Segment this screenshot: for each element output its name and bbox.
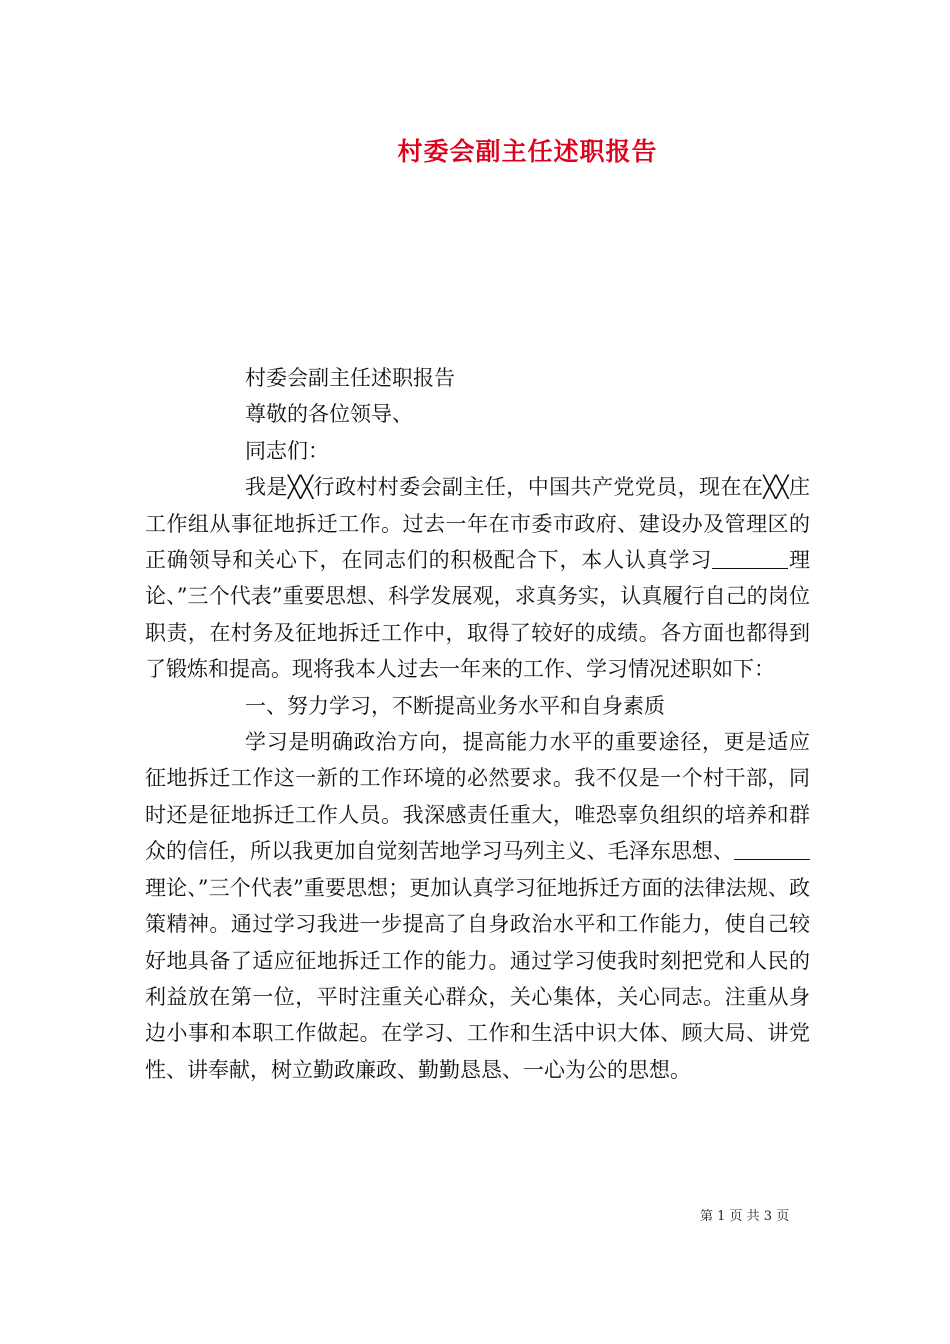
paragraph-2-part-a: 学习是明确政治方向，提高能力水平的重要途径，更是适应征地拆迁工作这一新的工作环境的必然要求。我不仅是一个村干部，同时还是征地拆迁工作人员。我深感责任重大，唯恐辜负组织的培养和群众的信任，所以我更加自觉刻苦地学习马列主义、毛泽东思想、	[145, 730, 810, 864]
page-footer: 第 1 页 共 3 页	[700, 1209, 790, 1224]
paragraph-1	[145, 469, 810, 687]
document-body	[145, 360, 810, 1088]
blank-underline	[712, 547, 788, 569]
paragraph-1-part-b: 理论、”三个代表”重要思想、科学发展观，求真务实，认真履行自己的岗位职责，在村务及征地拆迁工作中，取得了较好的成绩。各方面也都得到了锻炼和提高。现将我本人过去一年来的工作、学习情况述职如下：	[145, 548, 811, 682]
section-heading-1: 一、努力学习，不断提高业务水平和自身素质	[245, 693, 665, 718]
paragraph-1-part-a: 我是╳╳行政村村委会副主任，中国共产党党员，现在在╳╳庄工作组从事征地拆迁工作。过去一年在市委市政府、建设办及管理区的正确领导和关心下，在同志们的积极配合下，本人认真学习	[145, 475, 810, 573]
paragraph-2	[145, 724, 810, 1088]
document-title: 村委会副主任述职报告	[397, 137, 658, 166]
salutation-line-1: 尊敬的各位领导、	[245, 402, 413, 427]
salutation-line-2: 同志们：	[245, 438, 329, 463]
body-heading: 村委会副主任述职报告	[245, 366, 455, 390]
blank-underline	[734, 838, 810, 860]
paragraph-2-part-b: 理论、”三个代表”重要思想；更加认真学习征地拆迁方面的法律法规、政策精神。通过学习我进一步提高了自身政治水平和工作能力，使自己较好地具备了适应征地拆迁工作的能力。通过学习使我时刻把党和人民的利益放在第一位，平时注重关心群众，关心集体，关心同志。注重从身边小事和本职工作做起。在学习、工作和生活中识大体、顾大局、讲党性、讲奉献，树立勤政廉政、勤勤恳恳、一心为公的思想。	[145, 875, 810, 1082]
